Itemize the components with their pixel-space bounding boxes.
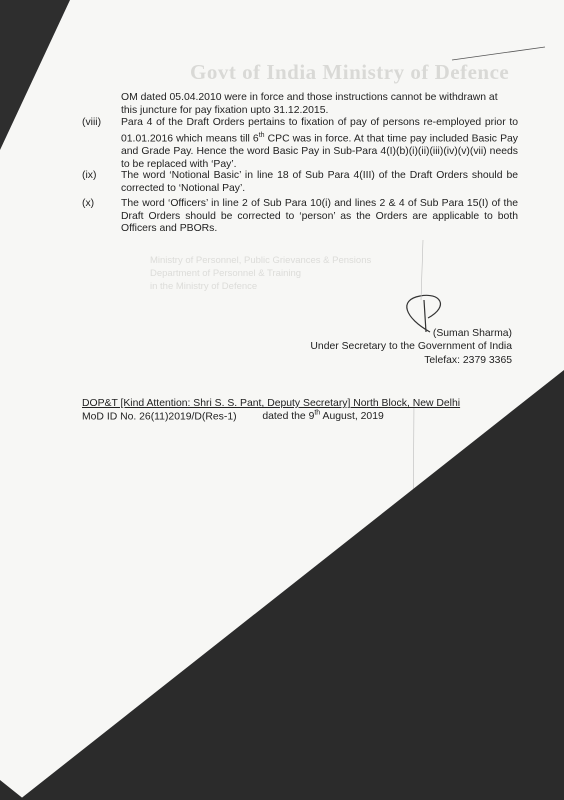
continuation-paragraph: OM dated 05.04.2010 were in force and those instructions cannot be withdrawn at this juncture for pay fixation upto 31.12.2015.	[121, 92, 498, 116]
mod-id: MoD ID No. 26(11)2019/D(Res-1)	[82, 411, 237, 423]
ghost-header: Govt of India Ministry of Defence	[190, 60, 510, 84]
item-text: Para 4 of the Draft Orders pertains to fixation of pay of persons re-employed prior to 01.01.2016 which means till 6th CPC was in force. At that time pay included Basic Pay and Grade Pay. Hence the word Basic Pay in Sub-Para 4(I)(b)(i)(ii)(iii)(iv)(v)(vii) needs to be replaced with ‘Pay’.	[121, 117, 518, 170]
signatory-name: (Suman Sharma)	[432, 328, 512, 339]
signatory-telefax: Telefax: 2379 3365	[424, 355, 512, 366]
item-number: (x)	[82, 198, 95, 209]
item-text: The word ‘Officers’ in line 2 of Sub Para 10(i) and lines 2 & 4 of Sub Para 15(I) of the Draft Orders should be corrected to ‘person’ as the Orders are applicable to both Officers and PBORs.	[121, 198, 518, 235]
date-line: dated the 9th August, 2019	[262, 410, 384, 423]
item-text: The word ‘Notional Basic’ in line 18 of Sub Para 4(III) of the Draft Orders should be corrected to ‘Notional Pay’.	[121, 170, 518, 194]
ghost-line: Ministry of Personnel, Public Grievances & Pensions	[150, 255, 372, 266]
item-number: (ix)	[82, 170, 97, 181]
ghost-line: Department of Personnel & Training	[150, 268, 302, 279]
signature-scribble	[407, 295, 441, 332]
scan-shadow-bottom-right	[19, 370, 564, 800]
addressee: DOP&T [Kind Attention: Shri S. S. Pant, Deputy Secretary] North Block, New Delhi	[82, 398, 461, 409]
pen-line	[452, 47, 545, 60]
item-number: (viii)	[82, 117, 102, 128]
ghost-line: in the Ministry of Defence	[150, 281, 258, 292]
signatory-designation: Under Secretary to the Government of India	[310, 341, 512, 352]
scan-shadow-bottom-left	[0, 780, 25, 800]
